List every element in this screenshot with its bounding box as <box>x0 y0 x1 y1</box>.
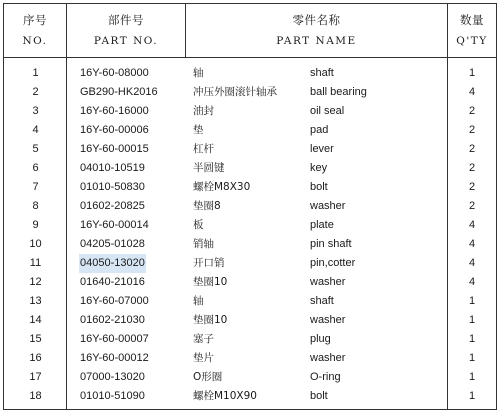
row-name-zh: 冲压外圈滚针轴承 <box>193 86 277 98</box>
row-name-en: washer <box>310 352 346 364</box>
row-qty: 1 <box>468 390 476 402</box>
row-part-no[interactable]: 16Y-60-00012 <box>80 352 149 364</box>
header-name-en: PART NAME <box>276 35 357 47</box>
row-part-no[interactable]: 07000-13020 <box>80 371 145 383</box>
row-part-no[interactable]: 16Y-60-00007 <box>80 333 149 345</box>
row-name-zh: 垫圈10 <box>193 314 228 326</box>
row-part-no[interactable]: 01602-20825 <box>80 200 145 212</box>
table-row <box>4 159 496 178</box>
row-qty: 4 <box>468 276 476 288</box>
row-no: 1 <box>32 67 39 79</box>
row-name-zh: 垫 <box>193 124 204 136</box>
row-name-en: washer <box>310 314 346 326</box>
parts-table <box>3 3 497 410</box>
row-no: 15 <box>29 333 42 345</box>
table-row <box>4 197 496 216</box>
row-qty: 4 <box>468 86 476 98</box>
row-no: 5 <box>32 143 39 155</box>
row-name-zh: 垫圈10 <box>193 276 228 288</box>
header-no-zh: 序号 <box>23 13 47 27</box>
row-no: 17 <box>29 371 42 383</box>
row-no: 2 <box>32 86 39 98</box>
row-qty: 1 <box>468 371 476 383</box>
row-name-en: ball bearing <box>310 86 367 98</box>
table-row <box>4 330 496 349</box>
table-row <box>4 216 496 235</box>
row-name-zh: 螺栓M10X90 <box>193 390 257 402</box>
row-part-no[interactable]: 01010-51090 <box>80 390 145 402</box>
table-body <box>4 64 496 406</box>
row-part-no[interactable]: 01640-21016 <box>80 276 145 288</box>
row-name-zh: 销轴 <box>193 238 214 250</box>
row-part-no[interactable]: GB290-HK2016 <box>80 86 158 98</box>
table-row <box>4 311 496 330</box>
table-row <box>4 349 496 368</box>
row-no: 7 <box>32 181 39 193</box>
row-part-no[interactable]: 04010-10519 <box>80 162 145 174</box>
header-no-en: NO. <box>22 35 48 47</box>
row-no: 6 <box>32 162 39 174</box>
row-qty: 1 <box>468 333 476 345</box>
table-row <box>4 140 496 159</box>
row-part-no[interactable]: 16Y-60-00014 <box>80 219 149 231</box>
row-name-en: pin shaft <box>310 238 352 250</box>
row-name-en: key <box>310 162 328 174</box>
row-no: 12 <box>29 276 42 288</box>
row-part-no[interactable]: 04205-01028 <box>80 238 145 250</box>
row-no: 3 <box>32 105 39 117</box>
row-name-zh: 轴 <box>193 67 204 79</box>
table-row <box>4 235 496 254</box>
row-name-en: bolt <box>310 181 328 193</box>
row-qty: 2 <box>468 181 476 193</box>
row-no: 18 <box>29 390 42 402</box>
row-qty: 4 <box>468 257 476 269</box>
table-row <box>4 121 496 140</box>
row-name-zh: 开口销 <box>193 257 225 269</box>
row-name-en: pad <box>310 124 329 136</box>
row-name-zh: 塞子 <box>193 333 214 345</box>
table-row <box>4 387 496 406</box>
row-qty: 2 <box>468 124 476 136</box>
row-qty: 1 <box>468 352 476 364</box>
header-part-name <box>186 4 448 57</box>
row-part-no[interactable]: 16Y-60-08000 <box>80 67 149 79</box>
row-name-zh: 油封 <box>193 105 214 117</box>
row-no: 10 <box>29 238 42 250</box>
row-qty: 2 <box>468 143 476 155</box>
row-part-no[interactable]: 16Y-60-00006 <box>80 124 149 136</box>
header-qty-en: Q'TY <box>456 35 488 47</box>
row-part-no[interactable]: 16Y-60-00015 <box>80 143 149 155</box>
row-name-zh: 垫片 <box>193 352 214 364</box>
row-no: 13 <box>29 295 42 307</box>
row-name-zh: 轴 <box>193 295 204 307</box>
header-name-zh: 零件名称 <box>292 13 341 27</box>
row-qty: 2 <box>468 105 476 117</box>
row-no: 9 <box>32 219 39 231</box>
row-qty: 4 <box>468 238 476 250</box>
table-row <box>4 254 496 273</box>
row-name-en: washer <box>310 276 346 288</box>
row-name-en: plate <box>310 219 334 231</box>
row-qty: 4 <box>468 219 476 231</box>
row-no: 8 <box>32 200 39 212</box>
row-name-en: shaft <box>310 295 334 307</box>
table-row <box>4 178 496 197</box>
row-part-no[interactable]: 01602-21030 <box>80 314 145 326</box>
row-name-en: O-ring <box>310 371 341 383</box>
row-name-en: oil seal <box>310 105 345 117</box>
row-no: 4 <box>32 124 39 136</box>
row-name-zh: 半圆键 <box>193 162 225 174</box>
table-header <box>4 4 496 58</box>
header-qty <box>448 4 496 57</box>
row-name-zh: O形圈 <box>193 371 223 383</box>
row-qty: 2 <box>468 162 476 174</box>
header-part-en: PART NO. <box>93 35 159 47</box>
table-row <box>4 292 496 311</box>
row-qty: 2 <box>468 200 476 212</box>
row-qty: 1 <box>468 67 476 79</box>
row-name-zh: 杠杆 <box>193 143 214 155</box>
row-part-no[interactable]: 04050-13020 <box>79 254 146 273</box>
row-no: 11 <box>29 257 42 269</box>
table-row <box>4 83 496 102</box>
header-part-no <box>67 4 186 57</box>
row-name-en: shaft <box>310 67 334 79</box>
row-name-zh: 垫圈8 <box>193 200 221 212</box>
row-qty: 1 <box>468 295 476 307</box>
header-part-zh: 部件号 <box>108 13 144 27</box>
row-no: 16 <box>29 352 42 364</box>
row-name-en: pin,cotter <box>310 257 356 269</box>
row-name-en: washer <box>310 200 346 212</box>
row-part-no[interactable]: 16Y-60-16000 <box>80 105 149 117</box>
table-row <box>4 273 496 292</box>
table-row <box>4 64 496 83</box>
row-name-en: lever <box>310 143 334 155</box>
row-qty: 1 <box>468 314 476 326</box>
table-row <box>4 368 496 387</box>
table-row <box>4 102 496 121</box>
row-name-en: bolt <box>310 390 328 402</box>
row-no: 14 <box>29 314 42 326</box>
row-part-no[interactable]: 01010-50830 <box>80 181 145 193</box>
header-no <box>4 4 67 57</box>
row-part-no[interactable]: 16Y-60-07000 <box>80 295 149 307</box>
row-name-zh: 螺栓M8X30 <box>193 181 251 193</box>
header-qty-zh: 数量 <box>460 13 484 27</box>
row-name-zh: 板 <box>193 219 204 231</box>
row-name-en: plug <box>310 333 331 345</box>
